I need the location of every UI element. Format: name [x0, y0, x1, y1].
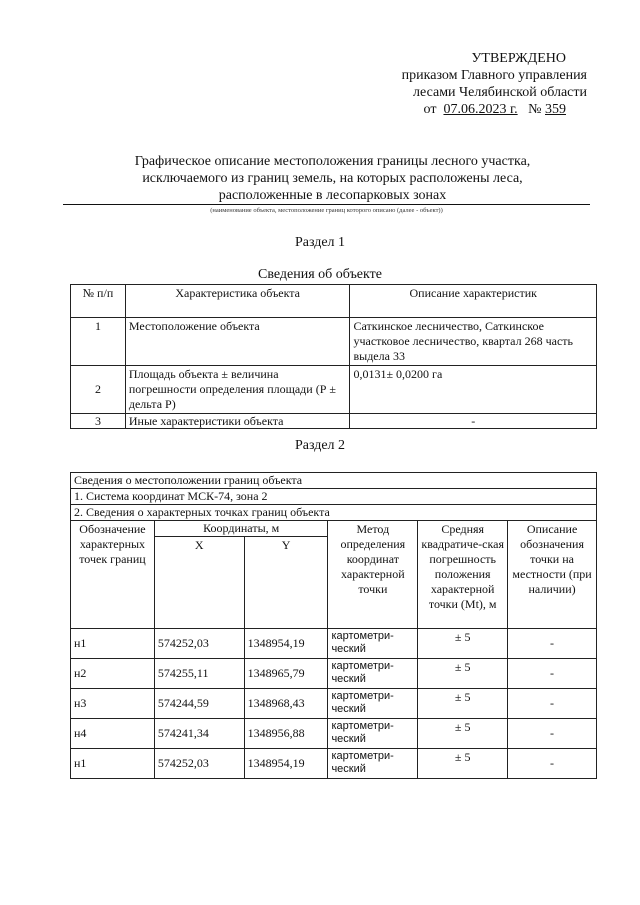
row-char: Местоположение объекта [125, 318, 350, 366]
row-no: 1 [71, 318, 126, 366]
section1-heading: Раздел 1 [294, 235, 346, 250]
approved-agency-line: лесами Челябинской области [413, 85, 587, 100]
approval-number: 359 [545, 102, 566, 117]
header-designation: Обозначение характерных точек границ [71, 521, 155, 629]
approved-date-line [424, 101, 566, 118]
point-x: 574241,34 [154, 719, 244, 749]
point-error: ± 5 [418, 749, 508, 779]
point-y: 1348968,43 [244, 689, 328, 719]
table-row [71, 749, 597, 779]
row-coordinate-system: 1. Система координат МСК-74, зона 2 [71, 489, 597, 505]
point-name: н4 [71, 719, 155, 749]
point-description: - [508, 749, 597, 779]
point-x: 574255,11 [154, 659, 244, 689]
title-line-1: Графическое описание местоположения границы лесного участка, [134, 154, 531, 169]
point-name: н3 [71, 689, 155, 719]
table-row [71, 719, 597, 749]
point-name: н1 [71, 749, 155, 779]
table-row [71, 414, 597, 429]
point-description: - [508, 629, 597, 659]
header-error: Средняя квадратиче-ская погрешность положения характерной точки (Mt), м [418, 521, 508, 629]
object-info-table [70, 284, 597, 429]
point-method: картометри-ческий [328, 629, 418, 659]
row-char: Иные характеристики объекта [125, 414, 350, 429]
table-row [71, 366, 597, 414]
number-label: № [528, 102, 542, 117]
row-char: Площадь объекта ± величина погрешности определения площади (Р ± дельта Р) [125, 366, 350, 414]
point-y: 1348954,19 [244, 629, 328, 659]
point-error: ± 5 [418, 689, 508, 719]
row-no: 2 [71, 366, 126, 414]
title-caption: (наименование объекта, местоположение границ которого описано (далее - объект)) [210, 207, 443, 214]
boundary-points-table [70, 472, 597, 779]
point-x: 574244,59 [154, 689, 244, 719]
row-points-heading: 2. Сведения о характерных точках границ объекта [71, 505, 597, 521]
section2-heading: Раздел 2 [294, 438, 346, 453]
row-desc: - [350, 414, 597, 429]
header-method: Метод определения координат характерной точки [328, 521, 418, 629]
header-description: Описание обозначения точки на местности (при наличии) [508, 521, 597, 629]
header-y: Y [244, 537, 328, 629]
approved-heading: УТВЕРЖДЕНО [471, 51, 566, 66]
point-description: - [508, 659, 597, 689]
col-desc-header: Описание характеристик [350, 285, 597, 318]
point-error: ± 5 [418, 659, 508, 689]
point-method: картометри-ческий [328, 689, 418, 719]
header-x: X [154, 537, 244, 629]
header-coordinates: Координаты, м [154, 521, 328, 537]
point-error: ± 5 [418, 719, 508, 749]
point-x: 574252,03 [154, 749, 244, 779]
title-underline [63, 204, 590, 205]
row-desc: Саткинское лесничество, Саткинское участковое лесничество, квартал 268 часть выдела 33 [350, 318, 597, 366]
col-no-header: № п/п [71, 285, 126, 318]
table-row [71, 659, 597, 689]
point-x: 574252,03 [154, 629, 244, 659]
point-method: картометри-ческий [328, 749, 418, 779]
row-info: Сведения о местоположении границ объекта [71, 473, 597, 489]
point-name: н1 [71, 629, 155, 659]
point-method: картометри-ческий [328, 719, 418, 749]
point-method: картометри-ческий [328, 659, 418, 689]
from-label: от [423, 102, 437, 117]
point-y: 1348956,88 [244, 719, 328, 749]
row-no: 3 [71, 414, 126, 429]
table-row [71, 629, 597, 659]
col-char-header: Характеристика объекта [125, 285, 350, 318]
table-row [71, 689, 597, 719]
document-title [70, 153, 595, 204]
row-desc: 0,0131± 0,0200 га [350, 366, 597, 414]
point-description: - [508, 689, 597, 719]
approval-date: 07.06.2023 г. [443, 102, 518, 117]
point-error: ± 5 [418, 629, 508, 659]
title-line-3: расположенные в лесопарковых зонах [218, 188, 447, 203]
point-description: - [508, 719, 597, 749]
title-line-2: исключаемого из границ земель, на которых расположены леса, [142, 171, 523, 186]
approved-order-line: приказом Главного управления [401, 68, 587, 83]
table-row [71, 318, 597, 366]
section1-subheading: Сведения об объекте [258, 267, 382, 282]
point-name: н2 [71, 659, 155, 689]
point-y: 1348954,19 [244, 749, 328, 779]
point-y: 1348965,79 [244, 659, 328, 689]
